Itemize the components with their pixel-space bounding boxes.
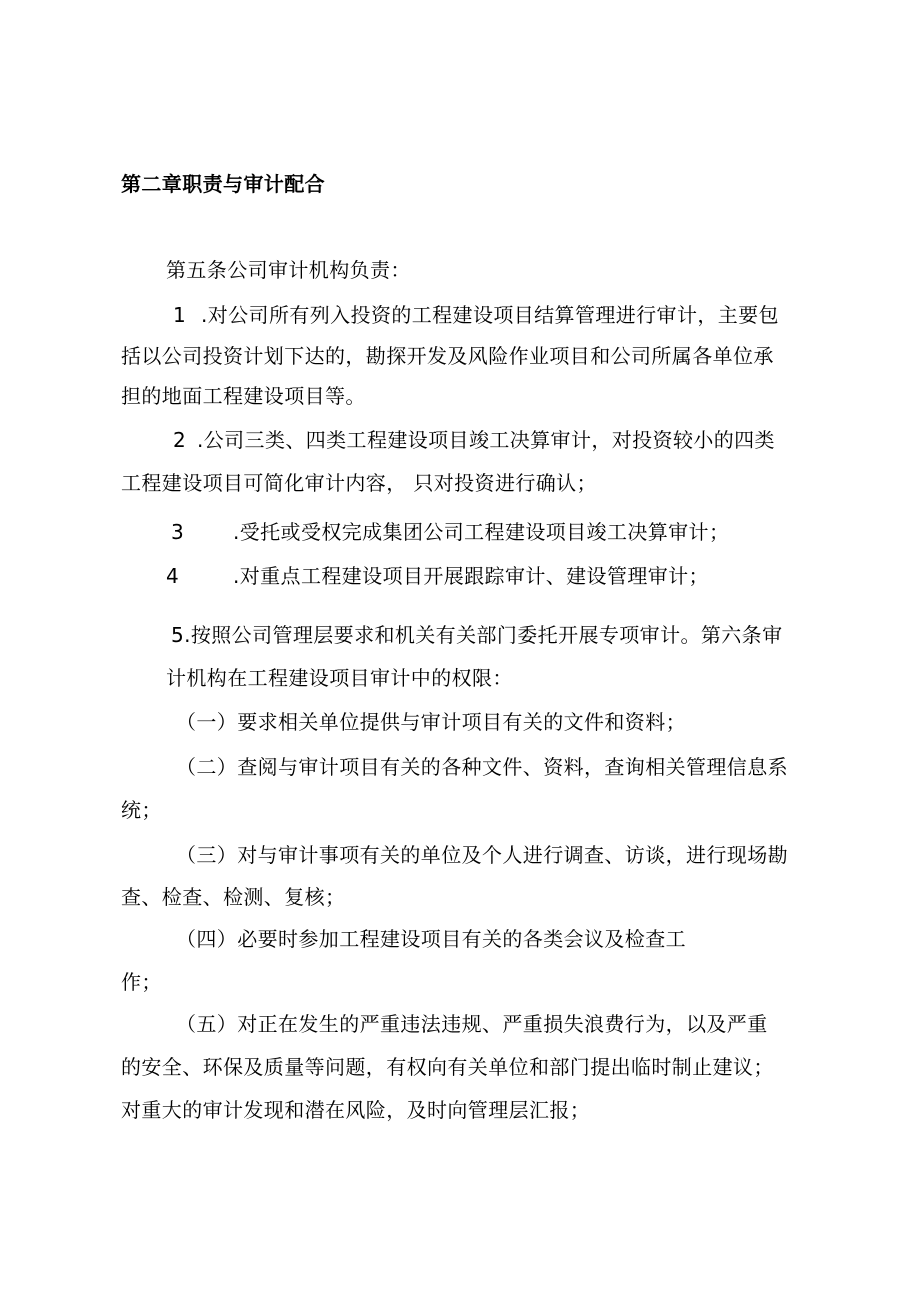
article6-p4-line1: （四）必要时参加工程建设项目有关的各类会议及检查工 (176, 927, 686, 951)
article6-p4-line2: 作； (121, 970, 162, 994)
article6-p5-line2: 的安全、环保及质量等问题，有权向有关单位和部门提出临时制止建议； (121, 1055, 774, 1079)
item1-text-line1: .对公司所有列入投资的工程建设项目结算管理进行审计，主要包 (201, 303, 779, 327)
article6-p3-line1: （三）对与审计事项有关的单位及个人进行调查、访谈，进行现场勘 (176, 843, 788, 867)
item2-line1 (173, 430, 775, 450)
article5-intro: 第五条公司审计机构负责： (166, 258, 411, 282)
item2-number: 2 (173, 428, 187, 452)
item3-line (171, 522, 729, 542)
article6-p2-line2: 统； (121, 798, 162, 822)
item5-line1: 5.按照公司管理层要求和机关有关部门委托开展专项审计。第六条审 (171, 623, 783, 647)
item1-line3: 担的地面工程建设项目等。 (121, 384, 366, 408)
item4-text: .对重点工程建设项目开展跟踪审计、建设管理审计； (233, 564, 709, 588)
item1-number: 1 (173, 303, 187, 327)
item4-line (166, 566, 709, 586)
article6-p3-line2: 查、检查、检测、复核； (121, 885, 346, 909)
item1-line1 (173, 305, 779, 325)
chapter-title: 第二章职责与审计配合 (121, 172, 325, 196)
item4-number: 4 (166, 564, 180, 588)
article6-p5-line1: （五）对正在发生的严重违法违规、严重损失浪费行为，以及严重 (176, 1012, 768, 1036)
item5-line2: 计机构在工程建设项目审计中的权限： (166, 666, 513, 690)
item2-text-line1: .公司三类、四类工程建设项目竣工决算审计，对投资较小的四类 (197, 428, 775, 452)
article6-p2-line1: （二）查阅与审计项目有关的各种文件、资料，查询相关管理信息系 (176, 755, 788, 779)
article6-p1: （一）要求相关单位提供与审计项目有关的文件和资料； (176, 710, 686, 734)
item1-line2: 括以公司投资计划下达的，勘探开发及风险作业项目和公司所属各单位承 (121, 344, 774, 368)
item2-line2: 工程建设项目可简化审计内容， 只对投资进行确认； (121, 471, 597, 495)
article6-p5-line3: 对重大的审计发现和潜在风险，及时向管理层汇报； (121, 1098, 591, 1122)
item3-number: 3 (171, 520, 185, 544)
item3-text: .受托或受权完成集团公司工程建设项目竣工决算审计； (233, 520, 730, 544)
